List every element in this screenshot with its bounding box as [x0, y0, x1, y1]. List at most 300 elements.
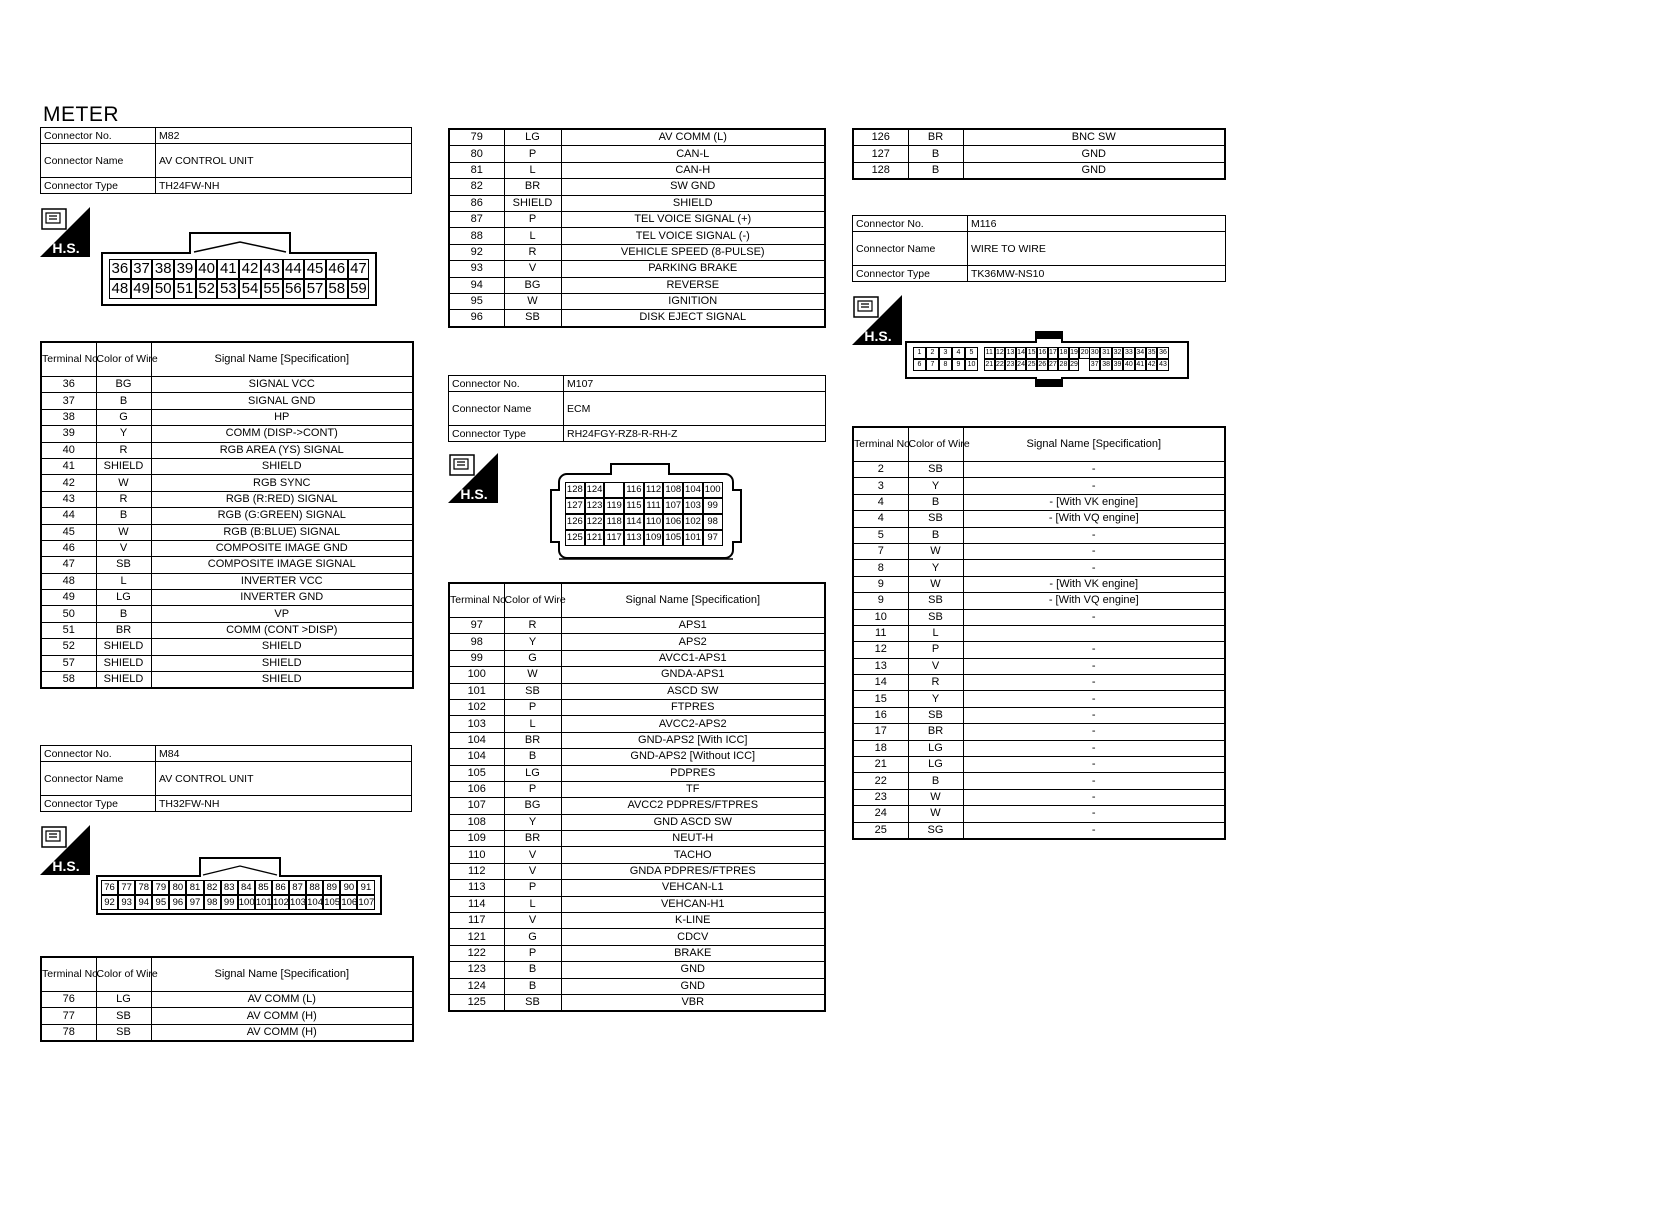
terminal-no-cell: 11: [853, 625, 908, 641]
signal-name-cell: SHIELD: [151, 639, 413, 655]
wire-color-cell: B: [96, 393, 151, 409]
signal-name-cell: GNDA PDPRES/FTPRES: [561, 863, 825, 879]
table-row: [449, 994, 825, 1011]
column-3-m116-table: [852, 426, 1226, 840]
wire-color-cell: V: [908, 658, 963, 674]
pin-cell: 109: [644, 530, 664, 546]
pin-cell: 39: [1112, 359, 1123, 371]
table-row: [853, 462, 1225, 478]
wire-color-cell: Y: [504, 634, 561, 650]
terminal-no-cell: 99: [449, 650, 504, 666]
wire-color-cell: LG: [908, 757, 963, 773]
wire-color-cell: LG: [908, 740, 963, 756]
terminal-no-cell: 122: [449, 945, 504, 961]
table-row: [449, 716, 825, 732]
pin-cell: 17: [1048, 347, 1059, 359]
connector-info-m116: [852, 215, 1226, 282]
pin-cell: 44: [283, 259, 305, 279]
wire-color-cell: G: [96, 409, 151, 425]
pin-cell: 117: [604, 530, 624, 546]
signal-name-cell: GND-APS2 [Without ICC]: [561, 749, 825, 765]
pin-cell: 8: [939, 359, 952, 371]
table-row: [449, 863, 825, 879]
pin-cell: 116: [624, 482, 644, 498]
table-row: [853, 162, 1225, 179]
pin-cell: 11: [984, 347, 995, 359]
pin-cell: 78: [135, 880, 152, 895]
pin-cell: 26: [1037, 359, 1048, 371]
signal-name-cell: TF: [561, 781, 825, 797]
terminal-no-header: Terminal No.: [41, 342, 96, 377]
signal-name-cell: RGB (G:GREEN) SIGNAL: [151, 508, 413, 524]
table-row: [41, 639, 413, 655]
column-3-m116: [852, 215, 1226, 282]
column-1-m84-table: [40, 956, 412, 1042]
connector-name-value: WIRE TO WIRE: [968, 232, 1226, 266]
table-row: [449, 847, 825, 863]
wire-color-cell: SB: [908, 462, 963, 478]
terminal-no-cell: 4: [853, 494, 908, 510]
wire-color-cell: SB: [908, 707, 963, 723]
signal-name-cell: - [With VQ engine]: [963, 511, 1225, 527]
connector-type-label: Connector Type: [41, 796, 156, 812]
signal-name-cell: REVERSE: [561, 277, 825, 293]
pin-cell: 124: [585, 482, 605, 498]
column-1-table: [40, 341, 412, 689]
pin-cell: 107: [663, 498, 683, 514]
terminal-no-cell: 86: [449, 195, 504, 211]
signal-name-cell: - [With VK engine]: [963, 576, 1225, 592]
signal-name-header: Signal Name [Specification]: [963, 427, 1225, 462]
pin-cell: 43: [1157, 359, 1168, 371]
table-row: [41, 393, 413, 409]
wire-color-cell: LG: [96, 992, 151, 1008]
pin-cell: 82: [204, 880, 221, 895]
pin-cell: 103: [290, 897, 306, 908]
pin-grid: [101, 880, 375, 910]
table-row: [449, 129, 825, 146]
terminal-no-cell: 44: [41, 508, 96, 524]
terminal-no-cell: 77: [41, 1008, 96, 1024]
wire-color-cell: B: [908, 527, 963, 543]
color-of-wire-header: Color of Wire: [504, 583, 561, 618]
pin-cell: 33: [1123, 347, 1134, 359]
pin-cell: 29: [1069, 359, 1080, 371]
wire-color-cell: G: [504, 929, 561, 945]
wire-color-cell: SB: [96, 1024, 151, 1041]
connector-no-label: Connector No.: [853, 216, 968, 232]
terminal-no-cell: 17: [853, 724, 908, 740]
terminal-no-cell: 3: [853, 478, 908, 494]
pin-cell: 97: [186, 895, 203, 910]
connector-info-m82: [40, 127, 412, 194]
terminal-no-cell: 94: [449, 277, 504, 293]
terminal-no-cell: 51: [41, 622, 96, 638]
table-row: [449, 732, 825, 748]
terminal-no-cell: 106: [449, 781, 504, 797]
wire-color-cell: W: [908, 576, 963, 592]
pin-cell: 89: [323, 880, 340, 895]
signal-name-cell: AV COMM (L): [561, 129, 825, 146]
signal-name-cell: -: [963, 478, 1225, 494]
hs-label: H.S.: [52, 240, 80, 256]
terminal-no-cell: 125: [449, 994, 504, 1011]
pin-cell: 79: [152, 880, 169, 895]
signal-name-cell: - [With VQ engine]: [963, 593, 1225, 609]
signal-name-cell: -: [963, 543, 1225, 559]
pin-cell: 20: [1079, 347, 1090, 359]
terminal-no-cell: 8: [853, 560, 908, 576]
signal-name-cell: SHIELD: [151, 458, 413, 474]
terminal-no-cell: 9: [853, 576, 908, 592]
wire-color-cell: L: [504, 896, 561, 912]
pin-cell: 39: [174, 259, 196, 279]
table-row: [41, 606, 413, 622]
signal-name-cell: GND: [963, 146, 1225, 162]
wire-color-cell: SB: [504, 310, 561, 327]
wire-color-cell: BG: [504, 798, 561, 814]
pin-cell: 54: [239, 279, 261, 299]
signal-name-cell: NEUT-H: [561, 831, 825, 847]
hs-label: H.S.: [864, 328, 892, 344]
pin-cell: 125: [565, 530, 585, 546]
signal-name-cell: -: [963, 789, 1225, 805]
wire-color-cell: BR: [504, 831, 561, 847]
terminal-no-cell: 36: [41, 377, 96, 393]
table-row: [41, 524, 413, 540]
wire-color-cell: P: [504, 880, 561, 896]
pin-cell: 41: [217, 259, 239, 279]
terminal-no-cell: 88: [449, 228, 504, 244]
table-row: [449, 244, 825, 260]
pin-cell: 34: [1135, 347, 1146, 359]
wire-color-cell: P: [504, 781, 561, 797]
wire-color-cell: B: [908, 494, 963, 510]
connector-name-value: ECM: [564, 392, 826, 426]
signal-name-cell: VP: [151, 606, 413, 622]
signal-name-cell: SHIELD: [151, 655, 413, 671]
pin-cell: 81: [186, 880, 203, 895]
wire-color-cell: W: [96, 475, 151, 491]
harness-side-icon: [40, 207, 90, 257]
connector-type-label: Connector Type: [41, 178, 156, 194]
signal-name-cell: VBR: [561, 994, 825, 1011]
terminal-no-cell: 5: [853, 527, 908, 543]
table-row: [853, 593, 1225, 609]
table-row: [41, 590, 413, 606]
table-row: [853, 625, 1225, 641]
table-row: [449, 945, 825, 961]
pin-cell: 16: [1037, 347, 1048, 359]
terminal-no-cell: 87: [449, 211, 504, 227]
table-row: [449, 277, 825, 293]
terminal-no-cell: 78: [41, 1024, 96, 1041]
signal-name-cell: HP: [151, 409, 413, 425]
connector-name-label: Connector Name: [853, 232, 968, 266]
signal-name-cell: FTPRES: [561, 699, 825, 715]
table-row: [41, 458, 413, 474]
terminal-no-cell: 42: [41, 475, 96, 491]
table-row: [449, 781, 825, 797]
wire-color-cell: Y: [504, 814, 561, 830]
pin-cell: 105: [663, 530, 683, 546]
pin-cell: 24: [1016, 359, 1027, 371]
wire-color-cell: P: [504, 211, 561, 227]
wire-color-cell: SB: [96, 557, 151, 573]
terminal-no-cell: 25: [853, 822, 908, 839]
pin-cell: 91: [357, 880, 374, 895]
table-row: [449, 261, 825, 277]
connector-type-label: Connector Type: [853, 266, 968, 282]
table-row: [449, 962, 825, 978]
wire-color-cell: Y: [908, 478, 963, 494]
pin-cell: 99: [703, 498, 723, 514]
pin-cell: 15: [1026, 347, 1037, 359]
table-row: [449, 310, 825, 327]
signal-name-cell: CDCV: [561, 929, 825, 945]
terminal-no-cell: 101: [449, 683, 504, 699]
pin-cell: 36: [1157, 347, 1168, 359]
pin-cell: 105: [324, 897, 341, 908]
terminal-no-cell: 52: [41, 639, 96, 655]
signal-name-cell: -: [963, 560, 1225, 576]
connector-type-value: TH32FW-NH: [156, 796, 412, 812]
wire-color-cell: SB: [908, 511, 963, 527]
terminal-no-cell: 22: [853, 773, 908, 789]
signal-name-cell: APS2: [561, 634, 825, 650]
signal-name-cell: AV COMM (L): [151, 992, 413, 1008]
table-row: [853, 806, 1225, 822]
pin-cell: 21: [984, 359, 995, 371]
terminal-no-cell: 41: [41, 458, 96, 474]
pin-cell: 80: [169, 880, 186, 895]
signal-name-cell: APS1: [561, 618, 825, 634]
signal-name-cell: -: [963, 658, 1225, 674]
table-row: [449, 798, 825, 814]
pin-cell: 27: [1048, 359, 1059, 371]
terminal-no-cell: 80: [449, 146, 504, 162]
pin-cell: 6: [913, 359, 926, 371]
terminal-no-cell: 10: [853, 609, 908, 625]
pin-cell: 58: [326, 279, 348, 299]
connector-type-value: RH24FGY-RZ8-R-RH-Z: [564, 426, 826, 442]
signal-name-cell: PDPRES: [561, 765, 825, 781]
harness-side-icon: [40, 825, 90, 875]
terminal-no-cell: 117: [449, 913, 504, 929]
wire-color-cell: W: [504, 667, 561, 683]
terminal-no-cell: 104: [449, 749, 504, 765]
wire-color-cell: B: [908, 773, 963, 789]
table-row: [449, 650, 825, 666]
pin-cell: 13: [1005, 347, 1016, 359]
pin-cell: 1: [913, 347, 926, 359]
pin-cell: 30: [1089, 347, 1100, 359]
color-of-wire-header: Color of Wire: [96, 957, 151, 992]
wire-color-cell: B: [908, 162, 963, 179]
signal-name-cell: -: [963, 707, 1225, 723]
wire-color-cell: V: [504, 913, 561, 929]
terminal-no-cell: 93: [449, 261, 504, 277]
pin-cell: 113: [624, 530, 644, 546]
pin-cell: 23: [1005, 359, 1016, 371]
wire-color-cell: W: [908, 789, 963, 805]
table-row: [853, 707, 1225, 723]
wire-color-cell: SB: [908, 593, 963, 609]
signal-name-cell: VEHCAN-H1: [561, 896, 825, 912]
terminal-no-cell: 45: [41, 524, 96, 540]
table-row: [449, 228, 825, 244]
wire-color-cell: B: [96, 508, 151, 524]
wire-color-cell: LG: [504, 129, 561, 146]
column-2-m84-cont: [448, 128, 826, 328]
signal-name-cell: SW GND: [561, 179, 825, 195]
wire-color-cell: Y: [96, 426, 151, 442]
pin-cell: 41: [1135, 359, 1146, 371]
wire-color-cell: V: [504, 847, 561, 863]
wire-color-cell: BR: [908, 129, 963, 146]
pin-cell: 90: [340, 880, 357, 895]
wire-color-cell: B: [504, 978, 561, 994]
pin-cell: 19: [1069, 347, 1080, 359]
wire-color-cell: BG: [504, 277, 561, 293]
pin-cell: 94: [135, 895, 152, 910]
terminal-no-cell: 114: [449, 896, 504, 912]
signal-name-cell: SHIELD: [561, 195, 825, 211]
terminal-no-cell: 38: [41, 409, 96, 425]
pin-cell: 101: [683, 530, 703, 546]
connector-type-label: Connector Type: [449, 426, 564, 442]
pin-cell: 88: [306, 880, 323, 895]
pin-cell: 85: [255, 880, 272, 895]
terminal-no-cell: 92: [449, 244, 504, 260]
terminal-no-cell: 82: [449, 179, 504, 195]
pin-cell: 32: [1112, 347, 1123, 359]
table-row: [449, 896, 825, 912]
pin-cell: 3: [939, 347, 952, 359]
table-row: [449, 667, 825, 683]
signal-name-cell: AVCC2-APS2: [561, 716, 825, 732]
table-row: [41, 1008, 413, 1024]
wire-color-cell: LG: [96, 590, 151, 606]
pin-cell: 112: [644, 482, 664, 498]
wire-color-cell: R: [504, 244, 561, 260]
column-2-m107: [448, 375, 826, 442]
signal-name-cell: TACHO: [561, 847, 825, 863]
pin-cell: 40: [1123, 359, 1134, 371]
pin-cell: 110: [644, 514, 664, 530]
pin-grid: [109, 259, 369, 299]
table-row: [449, 683, 825, 699]
signal-name-cell: -: [963, 691, 1225, 707]
pin-cell: 127: [565, 498, 585, 514]
terminal-table-m107: [448, 582, 826, 1012]
pin-cell: 99: [221, 895, 238, 910]
signal-name-cell: -: [963, 675, 1225, 691]
connector-face-m82: [102, 232, 376, 306]
wire-color-cell: BR: [504, 732, 561, 748]
pin-cell: 43: [261, 259, 283, 279]
terminal-no-cell: 9: [853, 593, 908, 609]
pin-cell: 12: [995, 347, 1006, 359]
terminal-no-cell: 110: [449, 847, 504, 863]
wire-color-cell: W: [908, 543, 963, 559]
pin-cell: 52: [196, 279, 218, 299]
pin-cell: 92: [101, 895, 118, 910]
terminal-no-cell: 126: [853, 129, 908, 146]
terminal-no-cell: 47: [41, 557, 96, 573]
color-of-wire-header: Color of Wire: [908, 427, 963, 462]
table-row: [449, 831, 825, 847]
connector-no-label: Connector No.: [449, 376, 564, 392]
pin-cell: 106: [663, 514, 683, 530]
pin-cell: 48: [109, 279, 131, 299]
pin-grid: [565, 482, 723, 546]
signal-name-cell: BRAKE: [561, 945, 825, 961]
terminal-table-m116: [852, 426, 1226, 840]
connector-no-value: M116: [968, 216, 1226, 232]
wire-color-cell: W: [504, 293, 561, 309]
wire-color-cell: L: [908, 625, 963, 641]
signal-name-header: Signal Name [Specification]: [151, 957, 413, 992]
terminal-no-cell: 7: [853, 543, 908, 559]
table-row: [449, 765, 825, 781]
table-row: [449, 978, 825, 994]
signal-name-cell: TEL VOICE SIGNAL (+): [561, 211, 825, 227]
terminal-no-cell: 127: [853, 146, 908, 162]
wire-color-cell: SG: [908, 822, 963, 839]
terminal-no-cell: 103: [449, 716, 504, 732]
signal-name-cell: GND: [561, 978, 825, 994]
connector-name-label: Connector Name: [41, 144, 156, 178]
terminal-no-cell: 104: [449, 732, 504, 748]
hs-label: H.S.: [460, 486, 488, 502]
connector-no-value: M107: [564, 376, 826, 392]
pin-cell: 103: [683, 498, 703, 514]
signal-name-cell: SHIELD: [151, 672, 413, 689]
terminal-no-cell: 81: [449, 162, 504, 178]
table-row: [853, 642, 1225, 658]
pin-cell: 9: [952, 359, 965, 371]
pin-cell: 96: [169, 895, 186, 910]
column-1: [40, 127, 412, 194]
table-row: [449, 211, 825, 227]
signal-name-cell: AVCC2 PDPRES/FTPRES: [561, 798, 825, 814]
pin-cell: 14: [1016, 347, 1027, 359]
table-row: [449, 699, 825, 715]
table-row: [41, 573, 413, 589]
wire-color-cell: L: [504, 162, 561, 178]
table-row: [853, 494, 1225, 510]
signal-name-cell: [963, 625, 1225, 641]
terminal-no-cell: 4: [853, 511, 908, 527]
terminal-no-cell: 24: [853, 806, 908, 822]
table-row: [41, 491, 413, 507]
table-row: [41, 409, 413, 425]
terminal-no-cell: 18: [853, 740, 908, 756]
table-row: [449, 179, 825, 195]
pin-cell: 115: [624, 498, 644, 514]
signal-name-cell: GND: [963, 162, 1225, 179]
terminal-no-cell: 39: [41, 426, 96, 442]
terminal-no-cell: 102: [449, 699, 504, 715]
signal-name-cell: INVERTER VCC: [151, 573, 413, 589]
pin-cell: 123: [585, 498, 605, 514]
page-title: METER: [43, 103, 119, 126]
wire-color-cell: L: [96, 573, 151, 589]
pin-cell: 97: [703, 530, 723, 546]
signal-name-cell: BNC SW: [963, 129, 1225, 146]
signal-name-cell: COMPOSITE IMAGE SIGNAL: [151, 557, 413, 573]
